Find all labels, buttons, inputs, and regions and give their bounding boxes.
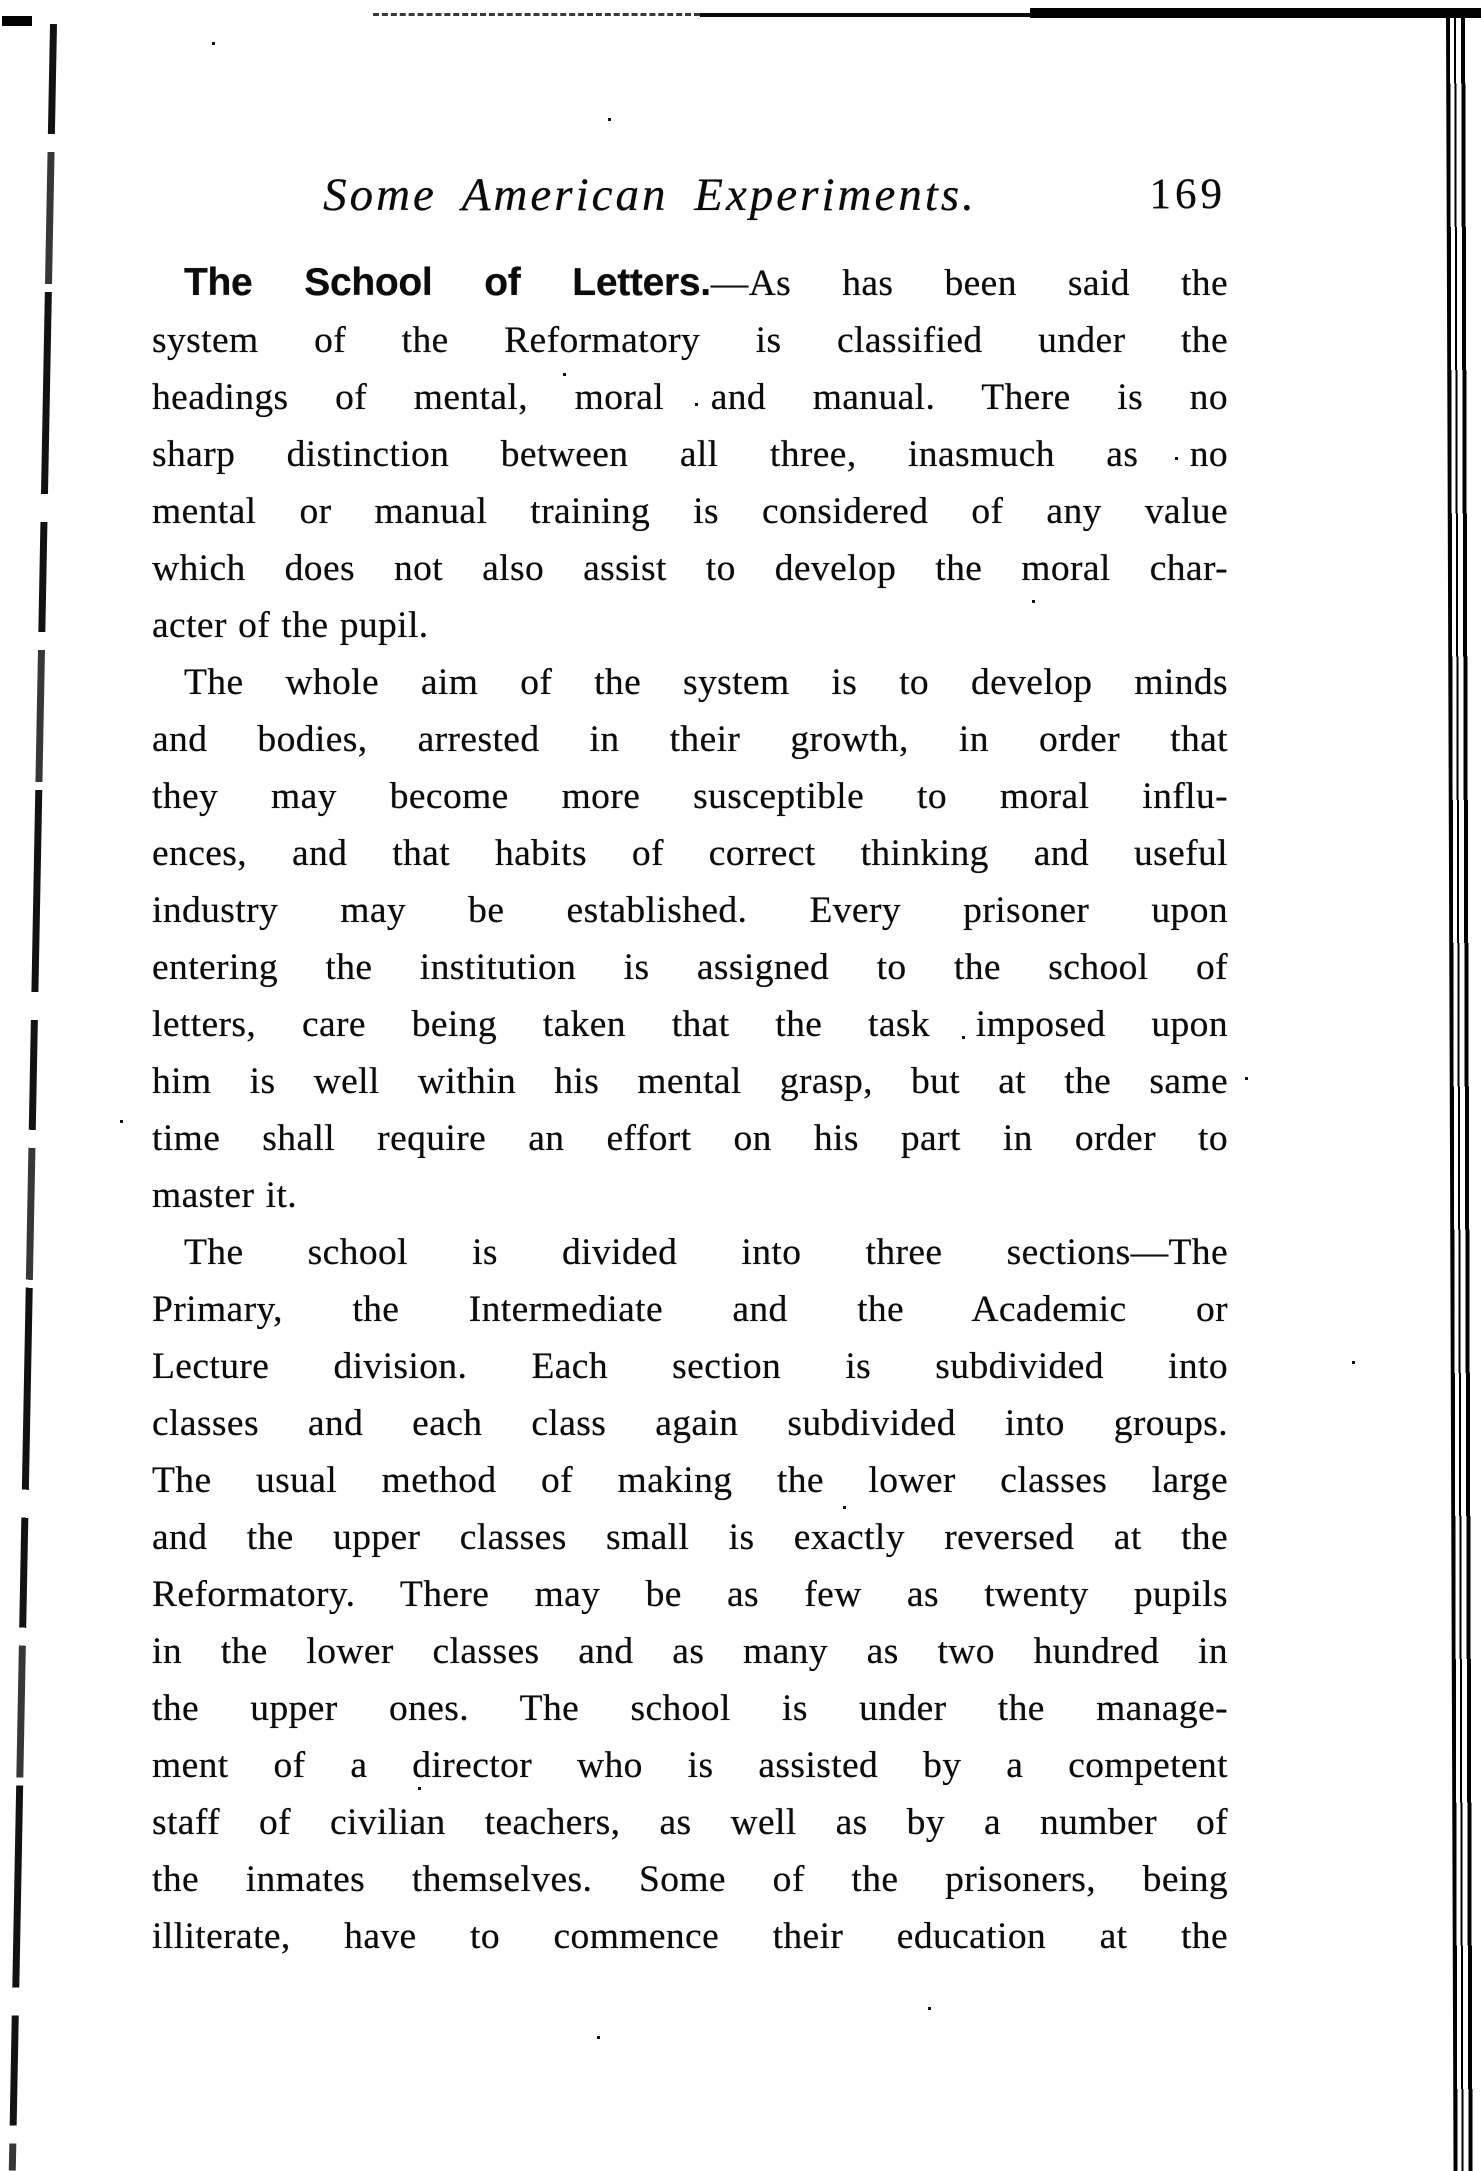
- text-line: The whole aim of the system is to develop minds: [184, 662, 1228, 703]
- text-line: ences, and that habits of correct thinking and useful: [152, 833, 1228, 874]
- top-edge-thick-line: [1030, 8, 1481, 18]
- text-line: The usual method of making the lower classes large: [152, 1460, 1228, 1501]
- text-line: acter of the pupil.: [152, 605, 429, 646]
- page-body: [152, 254, 1228, 1965]
- text-line: they may become more susceptible to moral influ-: [152, 776, 1228, 817]
- text-line: Lecture division. Each section is subdivided into: [152, 1346, 1228, 1387]
- text-line: mental or manual training is considered of any value: [152, 491, 1228, 532]
- text-line: him is well within his mental grasp, but at the same: [152, 1061, 1228, 1102]
- left-edge-spine-line: [9, 24, 57, 2171]
- text-line: and the upper classes small is exactly reversed at the: [152, 1517, 1228, 1558]
- text-line: the inmates themselves. Some of the prisoners, being: [152, 1859, 1228, 1900]
- paragraph: [152, 1224, 1228, 1965]
- text-line: sharp distinction between all three, inasmuch as no: [152, 434, 1228, 475]
- text-line: entering the institution is assigned to the school of: [152, 947, 1228, 988]
- text-line: illiterate, have to commence their education at the: [152, 1916, 1228, 1957]
- text-line: in the lower classes and as many as two hundred in: [152, 1631, 1228, 1672]
- text-line: time shall require an effort on his part in order to: [152, 1118, 1228, 1159]
- text-line: ment of a director who is assisted by a competent: [152, 1745, 1228, 1786]
- text-line: the upper ones. The school is under the manage-: [152, 1688, 1228, 1729]
- text-line: and bodies, arrested in their growth, in order that: [152, 719, 1228, 760]
- running-header-title: Some American Experiments.: [323, 169, 977, 221]
- paragraph: [152, 254, 1228, 654]
- text-line: master it.: [152, 1175, 298, 1216]
- lead-phrase: The School of Letters.: [184, 261, 711, 304]
- left-corner-mark: [2, 16, 32, 26]
- top-edge-thin-line: [700, 13, 1032, 17]
- paragraph: [152, 654, 1228, 1224]
- text-line: letters, care being taken that the task imposed upon: [152, 1004, 1228, 1045]
- text-line: which does not also assist to develop the moral char-: [152, 548, 1228, 589]
- text-line: [152, 254, 1228, 312]
- running-header: [152, 168, 1228, 228]
- text-line: system of the Reformatory is classified under the: [152, 320, 1228, 361]
- text-line: staff of civilian teachers, as well as by a number of: [152, 1802, 1228, 1843]
- text-line: Primary, the Intermediate and the Academic or: [152, 1289, 1228, 1330]
- text-line: industry may be established. Every prisoner upon: [152, 890, 1228, 931]
- text-line: classes and each class again subdivided into groups.: [152, 1403, 1228, 1444]
- ink-specks: [0, 0, 3, 3]
- right-edge-page-lines: [1446, 12, 1478, 2171]
- text-line: Reformatory. There may be as few as twenty pupils: [152, 1574, 1228, 1615]
- text-line: headings of mental, moral and manual. There is no: [152, 377, 1228, 418]
- text-line: The school is divided into three sections—The: [184, 1232, 1228, 1273]
- text-line-rest: —As has been said the: [710, 263, 1228, 304]
- page-number: 169: [1149, 171, 1226, 218]
- top-edge-dashed-line: [373, 13, 700, 16]
